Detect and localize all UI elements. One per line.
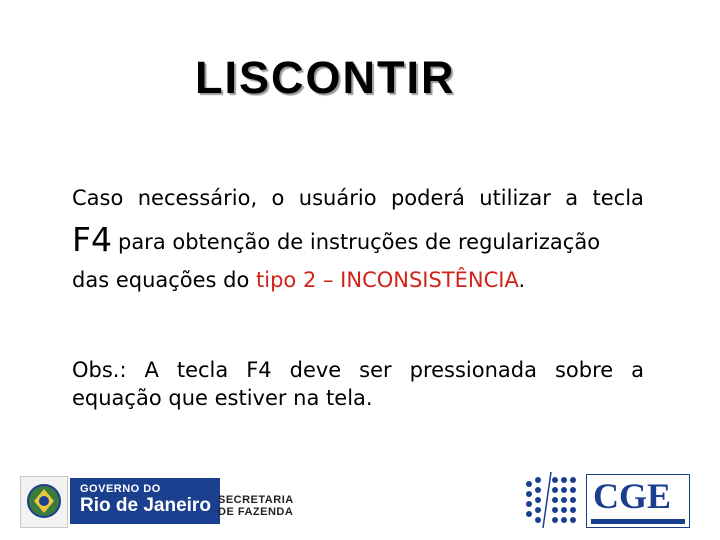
f4-key-text: F4 — [72, 220, 112, 259]
line3-pre: das equações do — [72, 268, 257, 292]
word: Obs.: — [72, 358, 127, 382]
word: poderá — [390, 186, 465, 210]
word: Caso — [72, 186, 124, 210]
word: a — [631, 358, 644, 382]
word: tecla — [176, 358, 229, 382]
word: o — [271, 186, 285, 210]
cge-logo — [586, 474, 690, 528]
word: necessário, — [137, 186, 258, 210]
rio-de-janeiro-logo — [20, 476, 211, 526]
word: A — [144, 358, 159, 382]
word: tecla — [592, 186, 644, 210]
cge-bar — [591, 519, 685, 524]
obs-line-1 — [72, 356, 644, 384]
state-seal-icon — [20, 476, 68, 528]
cge-text: CGE — [593, 476, 672, 516]
sec-line-2: DE FAZENDA — [218, 506, 294, 518]
word: pressionada — [409, 358, 537, 382]
word: ser — [359, 358, 392, 382]
word: F4 — [246, 358, 272, 382]
paragraph-line-3 — [72, 266, 644, 294]
word: sobre — [554, 358, 614, 382]
rj-small-text: GOVERNO DO — [80, 483, 161, 495]
paragraph-line-1 — [72, 184, 644, 212]
rj-big-text: Rio de Janeiro — [80, 495, 211, 516]
obs-line-2: equação que estiver na tela. — [72, 386, 373, 410]
line2-text: para obtenção de instruções de regularização — [117, 230, 601, 254]
word: utilizar — [479, 186, 551, 210]
paragraph-observation — [72, 356, 644, 412]
inconsistency-highlight: tipo 2 – INCONSISTÊNCIA — [256, 268, 519, 292]
word: usuário — [298, 186, 377, 210]
line3-post: . — [518, 268, 526, 292]
sec-line-1: SECRETARIA — [218, 494, 294, 506]
word: a — [565, 186, 579, 210]
word: deve — [289, 358, 342, 382]
rj-name-box — [70, 478, 220, 524]
paragraph-instructions — [72, 184, 644, 294]
cge-dots-icon — [523, 470, 583, 530]
secretaria-fazenda-logo — [218, 494, 294, 518]
paragraph-line-2 — [72, 220, 644, 259]
slide-title: LISCONTIR — [195, 52, 456, 103]
